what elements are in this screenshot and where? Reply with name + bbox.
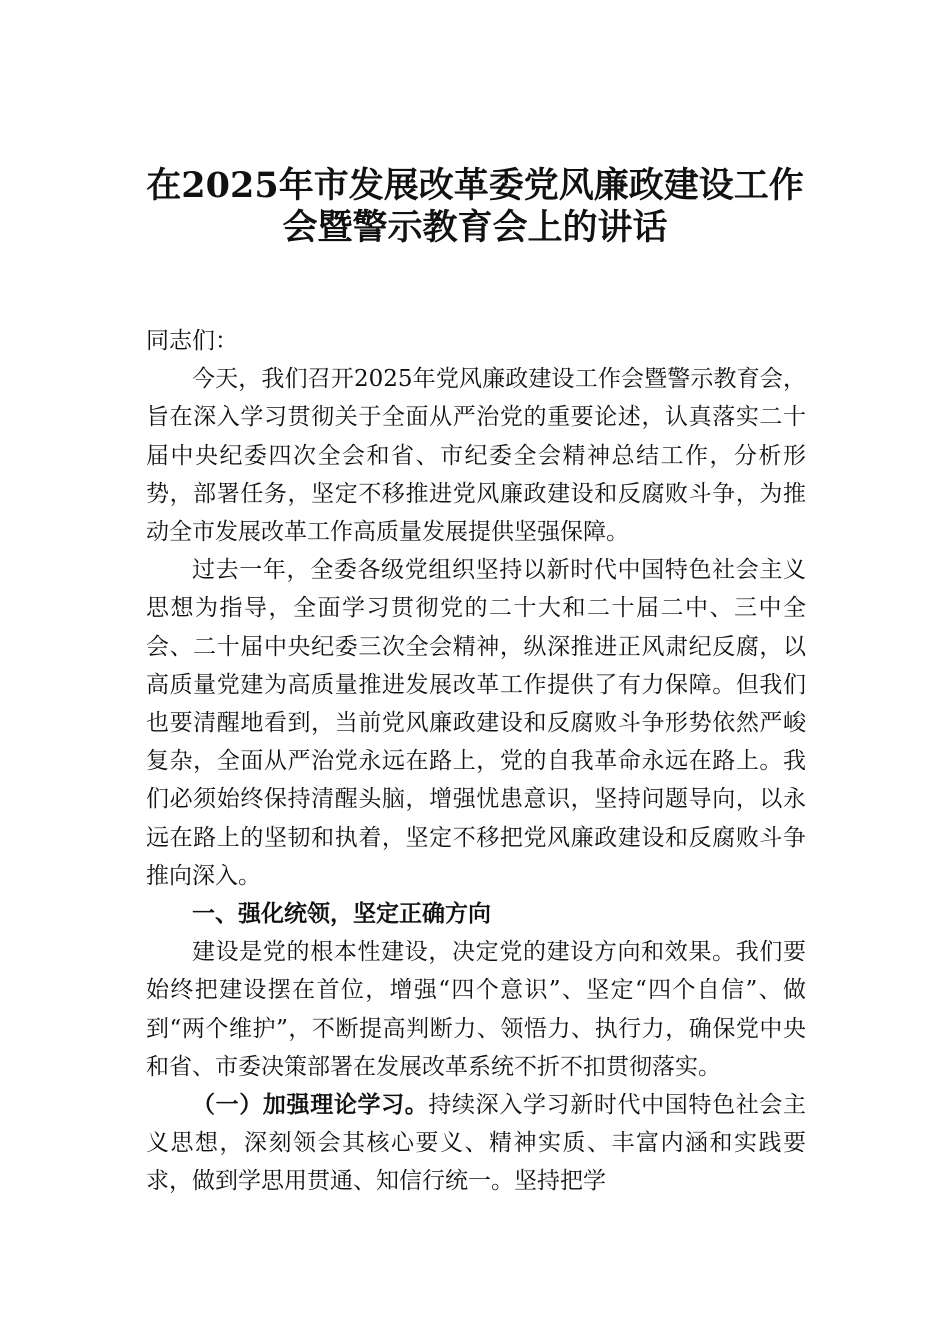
paragraph-section-1: 建设是党的根本性建设，决定党的建设方向和效果。我们要始终把建设摆在首位，增强“四个意识”、坚定“四个自信”、做到“两个维护”，不断提高判断力、领悟力、执行力，确保党中央和省、市委决策部署在发展改革系统不折不扣贯彻落实。: [146, 939, 806, 1080]
subsection-1-text: 持续深入学习新时代中国特色社会主义思想，深刻领会其核心要义、精神实质、丰富内涵和实践要求，做到学思用贯通、知信行统一。坚持把学: [146, 1092, 807, 1195]
paragraph-review: 过去一年，全委各级党组织坚持以新时代中国特色社会主义思想为指导，全面学习贯彻党的二十大和二十届二中、三中全会、二十届中央纪委三次全会精神，纵深推进正风肃纪反腐，以高质量党建为高质量推进发展改革工作提供了有力保障。但我们也要清醒地看到，当前党风廉政建设和反腐败斗争形势依然严峻复杂，全面从严治党永远在路上，党的自我革命永远在路上。我们必须始终保持清醒头脑，增强忧患意识，坚持问题导向，以永远在路上的坚韧和执着，坚定不移把党风廉政建设和反腐败斗争推向深入。: [146, 557, 806, 889]
document-title-line-2: 会暨警示教育会上的讲话: [282, 207, 668, 248]
document-title-line-1: 在2025年市发展改革委党风廉政建设工作: [146, 165, 804, 206]
salutation: 同志们：: [146, 328, 238, 354]
section-heading-1: 一、强化统领，坚定正确方向: [192, 901, 491, 928]
paragraph-opening: 今天，我们召开2025年党风廉政建设工作会暨警示教育会，旨在深入学习贯彻关于全面从严治党的重要论述，认真落实二十届中央纪委四次全会和省、市纪委全会精神总结工作，分析形势，部署任务，坚定不移推进党风廉政建设和反腐败斗争，为推动全市发展改革工作高质量发展提供坚强保障。: [146, 366, 806, 546]
subheading-1: （一）加强理论学习。: [192, 1091, 429, 1119]
paragraph-subsection-1: [146, 1086, 806, 1201]
document-body: [146, 322, 806, 1201]
